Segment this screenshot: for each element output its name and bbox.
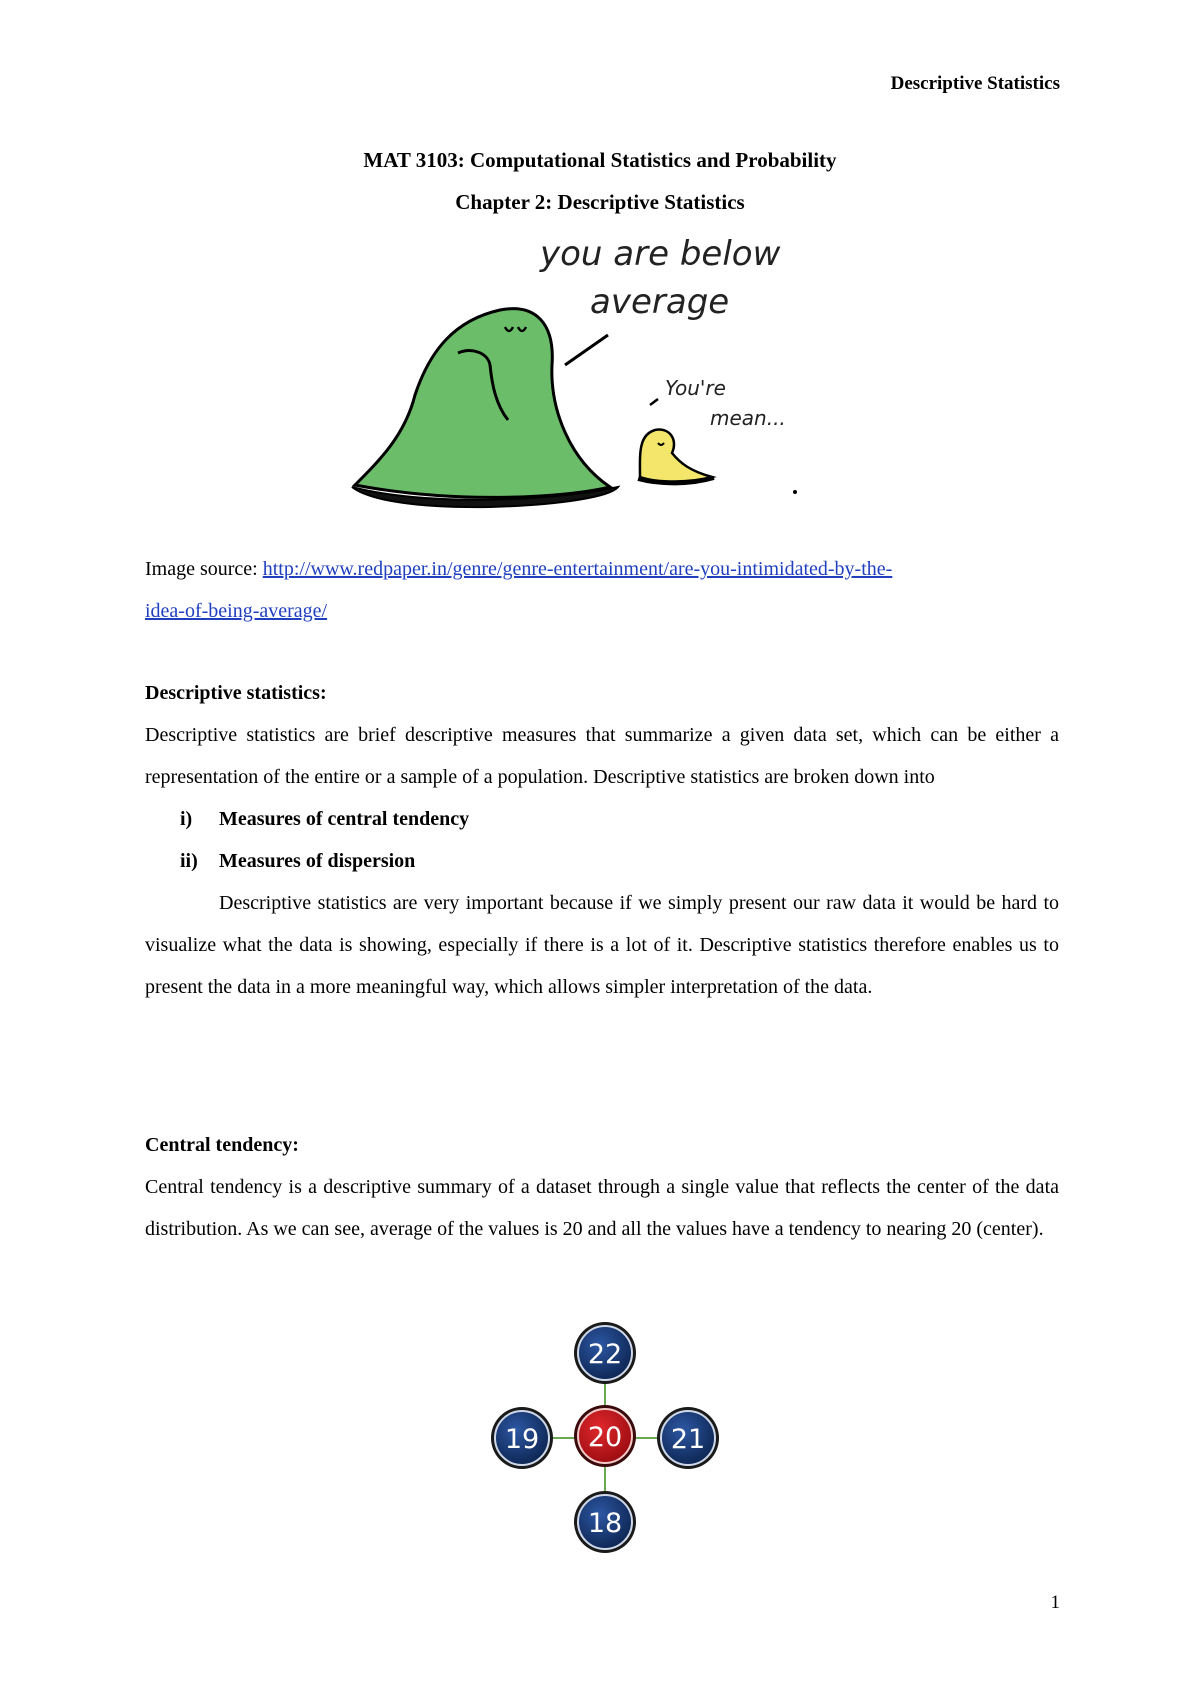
cartoon-small-speech-line2: mean...: [710, 406, 786, 430]
yellow-creature: [640, 430, 712, 482]
cartoon-speech-line1: you are below: [540, 235, 781, 274]
node-value-left: 19: [504, 1424, 540, 1455]
list-item: ii) Measures of dispersion: [180, 850, 416, 872]
cartoon-illustration: [340, 235, 880, 540]
node-center: [574, 1405, 636, 1467]
descriptive-paragraph: Descriptive statistics are very important because if we simply present our raw data it would be hard to visualize what the data is showing, especially if there is a lot of it. Descriptive statistics therefore enables us to present the data in a more meaningful way, which allows simpler interpretation of the data.: [145, 892, 1059, 998]
node-value-bottom: 18: [587, 1508, 623, 1539]
green-creature: [355, 309, 610, 498]
page-number: 1: [1050, 1592, 1060, 1613]
cartoon-small-speech-line1: You're: [665, 376, 726, 400]
image-source-link-cont[interactable]: idea-of-being-average/: [145, 600, 328, 622]
section-heading-descriptive: Descriptive statistics:: [145, 682, 327, 704]
course-title: MAT 3103: Computational Statistics and Probability: [363, 148, 837, 172]
node-bottom: [574, 1491, 636, 1553]
chapter-title: Chapter 2: Descriptive Statistics: [455, 190, 745, 214]
node-value-right: 21: [670, 1424, 706, 1455]
list-item: i) Measures of central tendency: [180, 808, 470, 830]
node-left: [491, 1407, 553, 1469]
central-tendency-diagram: [470, 1310, 740, 1560]
descriptive-intro: Descriptive statistics are brief descriptive measures that summarize a given data set, which can be either a representation of the entire or a sample of a population. Descriptive statistics are broken down into: [145, 724, 1059, 788]
image-source-label: Image source:: [145, 558, 258, 580]
node-value-top: 22: [587, 1339, 623, 1370]
central-paragraph: Central tendency is a descriptive summary of a dataset through a single value that reflects the center of the data distribution. As we can see, average of the values is 20 and all the values have a tendency to nearing 20 (center).: [145, 1176, 1059, 1240]
descriptive-statistics-section: [145, 672, 1059, 1008]
node-value-center: 20: [587, 1422, 623, 1453]
image-source: [145, 548, 1059, 632]
node-top: [574, 1322, 636, 1384]
central-tendency-section: [145, 1124, 1059, 1250]
cartoon-speech-line2: average: [590, 282, 730, 322]
running-header: Descriptive Statistics: [890, 73, 1060, 94]
section-heading-central: Central tendency:: [145, 1134, 299, 1156]
node-right: [657, 1407, 719, 1469]
image-source-link[interactable]: http://www.redpaper.in/genre/genre-entertainment/are-you-intimidated-by-the-: [262, 558, 893, 580]
